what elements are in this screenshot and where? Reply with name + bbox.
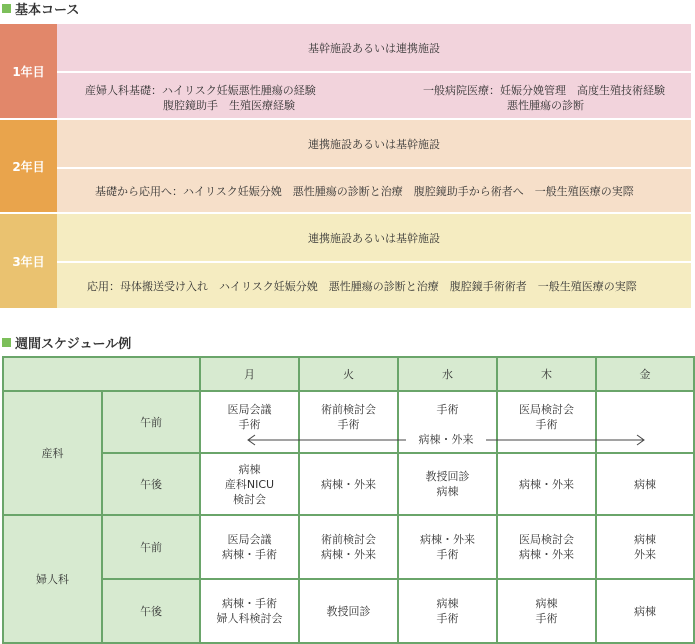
schedule-cell: 病棟 (596, 579, 694, 643)
day-header: 月 (200, 357, 299, 391)
table-row (3, 515, 694, 579)
department-cell: 婦人科 (3, 515, 102, 643)
period-cell: 午後 (102, 579, 200, 643)
schedule-cell: 病棟 産科NICU 検討会 (200, 453, 299, 515)
year-label: 2年目 (0, 120, 57, 212)
day-header: 木 (497, 357, 596, 391)
day-header: 金 (596, 357, 694, 391)
schedule-cell: 医局検討会 病棟・外来 (497, 515, 596, 579)
year-row-1 (0, 24, 691, 118)
year-label: 3年目 (0, 214, 57, 308)
year-content (57, 24, 691, 118)
schedule-cell: 病棟・手術 婦人科検討会 (200, 579, 299, 643)
schedule-cell: 術前検討会 病棟・外来 (299, 515, 398, 579)
schedule-cell: 教授回診 病棟 (398, 453, 497, 515)
year-row-3 (0, 214, 691, 308)
year-content (57, 214, 691, 308)
weekly-schedule-table (2, 356, 695, 644)
schedule-cell: 病棟 手術 (398, 579, 497, 643)
schedule-cell: 病棟 外来 (596, 515, 694, 579)
year-detail-left: 産婦人科基礎：ハイリスク妊娠悪性腫瘍の経験 腹腔鏡助手 生殖医療経験 (85, 84, 316, 112)
course-section-title: 基本コース (2, 0, 79, 16)
year-facility: 連携施設あるいは基幹施設 (308, 231, 440, 245)
schedule-cell: 病棟 (596, 453, 694, 515)
section-bullet-icon (2, 338, 11, 347)
period-cell: 午後 (102, 453, 200, 515)
schedule-cell: 手術 (398, 391, 497, 453)
schedule-section-title: 週間スケジュール例 (2, 334, 131, 350)
schedule-cell: 医局検討会 手術 (497, 391, 596, 453)
period-cell: 午前 (102, 391, 200, 453)
year-content (57, 120, 691, 212)
schedule-cell: 医局会議 病棟・手術 (200, 515, 299, 579)
schedule-cell: 病棟・外来 (497, 453, 596, 515)
schedule-cell: 病棟・外来 手術 (398, 515, 497, 579)
day-header: 火 (299, 357, 398, 391)
year-row-2 (0, 120, 691, 212)
department-cell: 産科 (3, 391, 102, 515)
year-facility: 基幹施設あるいは連携施設 (308, 41, 440, 55)
header-corner (3, 357, 200, 391)
schedule-cell: 術前検討会 手術 (299, 391, 398, 453)
schedule-cell: 病棟・外来 (299, 453, 398, 515)
span-arrow (246, 432, 646, 448)
year-detail: 基礎から応用へ：ハイリスク妊娠分娩 悪性腫瘍の診断と治療 腹腔鏡助手から術者へ 一般生殖医療の実際 (95, 184, 634, 198)
schedule-cell: 教授回診 (299, 579, 398, 643)
day-header: 水 (398, 357, 497, 391)
header-row (3, 357, 694, 391)
section-bullet-icon (2, 4, 11, 13)
year-label: 1年目 (0, 24, 57, 118)
schedule-cell: 医局会議 手術 (200, 391, 299, 453)
arrow-label: 病棟・外来 (406, 432, 486, 448)
year-detail-right: 一般病院医療：妊娠分娩管理 高度生殖技術経験 悪性腫瘍の診断 (423, 84, 665, 112)
year-detail: 応用：母体搬送受け入れ ハイリスク妊娠分娩 悪性腫瘍の診断と治療 腹腔鏡手術術者 一般生殖医療の実際 (87, 279, 637, 293)
year-detail (57, 73, 691, 118)
period-cell: 午前 (102, 515, 200, 579)
table-row (3, 453, 694, 515)
table-row (3, 579, 694, 643)
schedule-cell: 病棟 手術 (497, 579, 596, 643)
year-facility: 連携施設あるいは基幹施設 (308, 137, 440, 151)
